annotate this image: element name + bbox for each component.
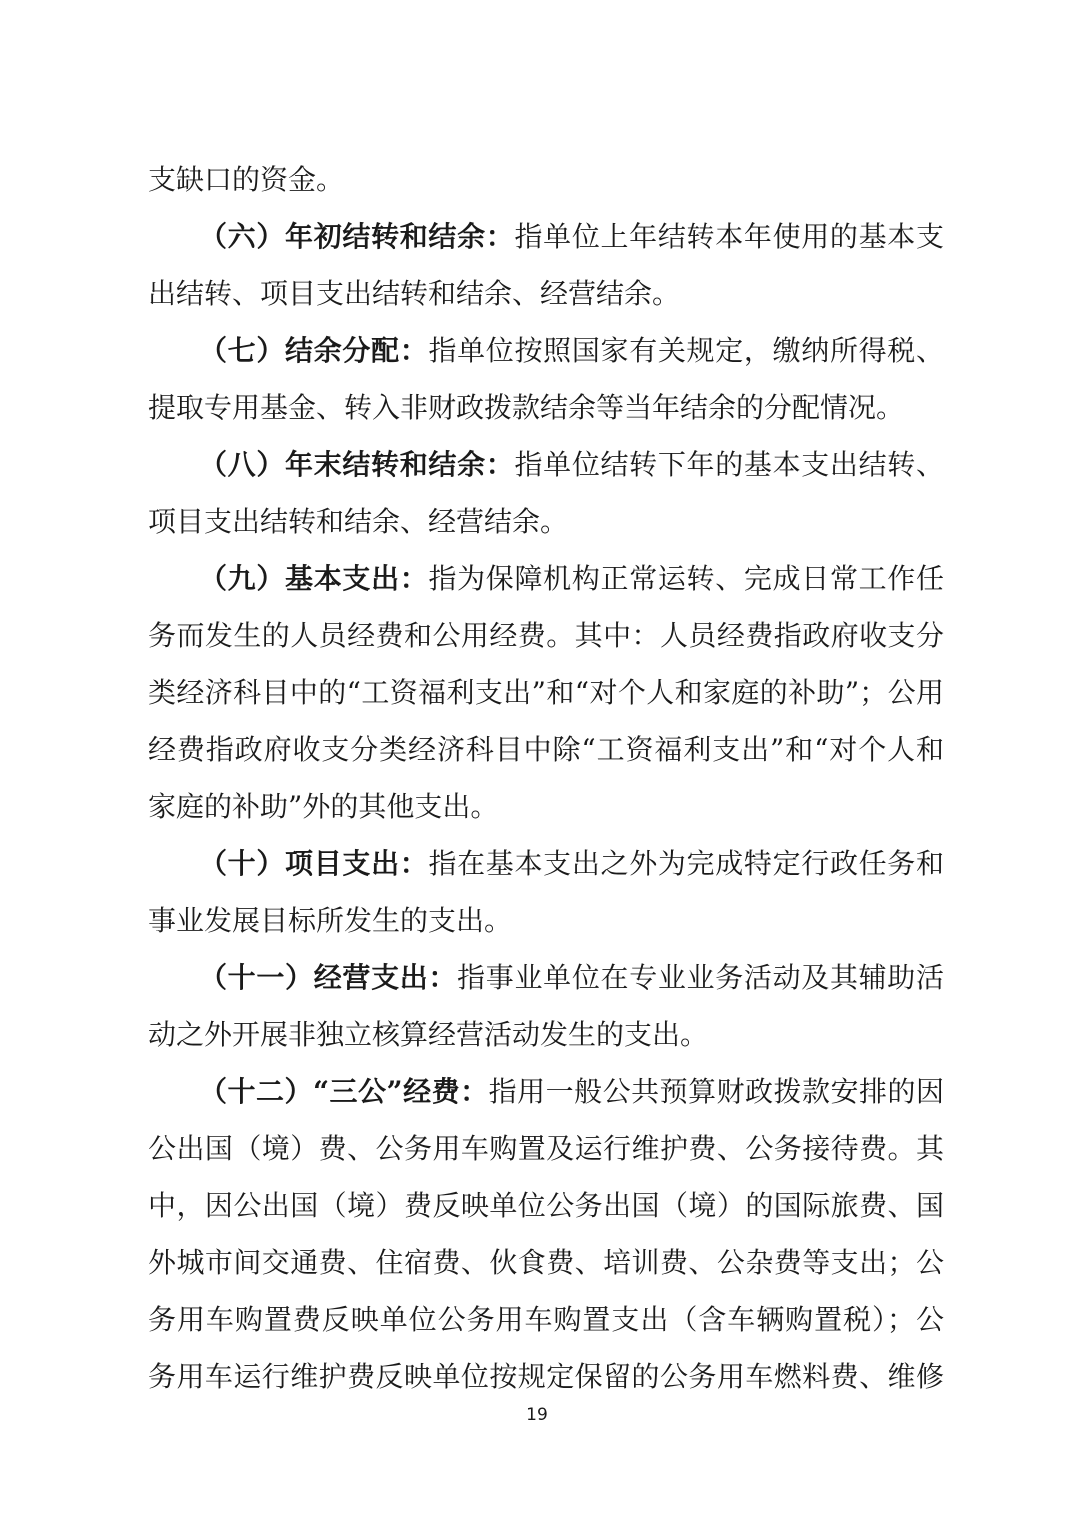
text-line (148, 151, 944, 208)
body-text: 家庭的补助”外的其他支出。 (148, 790, 499, 823)
body-text: 外城市间交通费、住宿费、伙食费、培训费、公杂费等支出；公 (148, 1246, 944, 1279)
body-text: 务用车购置费反映单位公务用车购置支出（含车辆购置税）；公 (148, 1303, 944, 1336)
body-text: 指事业单位在专业业务活动及其辅助活 (457, 961, 944, 994)
body-text: 务而发生的人员经费和公用经费。其中：人员经费指政府收支分 (148, 619, 944, 652)
text-line (148, 322, 944, 379)
text-line (148, 721, 944, 778)
paragraph (148, 835, 944, 949)
body-text: 提取专用基金、转入非财政拨款结余等当年结余的分配情况。 (148, 391, 905, 424)
body-text: 指为保障机构正常运转、完成日常工作任 (428, 562, 944, 595)
text-line (148, 1177, 944, 1234)
text-line (148, 835, 944, 892)
text-line (148, 436, 944, 493)
body-text: 指在基本支出之外为完成特定行政任务和 (428, 847, 944, 880)
body-text: 务用车运行维护费反映单位按规定保留的公务用车燃料费、维修 (148, 1360, 944, 1393)
text-line (148, 493, 944, 550)
body-text: 中，因公出国（境）费反映单位公务出国（境）的国际旅费、国 (148, 1189, 944, 1222)
body-text: 经费指政府收支分类经济科目中除“工资福利支出”和“对个人和 (148, 733, 944, 766)
term-heading: （七）结余分配： (199, 334, 429, 367)
term-heading: （十二）“三公”经费： (199, 1075, 489, 1108)
body-text: 指单位结转下年的基本支出结转、 (514, 448, 944, 481)
term-heading: （八）年末结转和结余： (199, 448, 515, 481)
text-line (148, 550, 944, 607)
term-heading: （十）项目支出： (199, 847, 429, 880)
text-line (148, 778, 944, 835)
text-line (148, 1063, 944, 1120)
text-line (148, 892, 944, 949)
body-text: 类经济科目中的“工资福利支出”和“对个人和家庭的补助”；公用 (148, 676, 944, 709)
paragraph (148, 949, 944, 1063)
body-text: 指单位上年结转本年使用的基本支 (514, 220, 944, 253)
text-line (148, 664, 944, 721)
text-line (148, 1120, 944, 1177)
text-line (148, 1234, 944, 1291)
term-heading: （九）基本支出： (199, 562, 429, 595)
text-line (148, 1006, 944, 1063)
text-line (148, 1291, 944, 1348)
body-text: 项目支出结转和结余、经营结余。 (148, 505, 569, 538)
body-text: 指单位按照国家有关规定，缴纳所得税、 (428, 334, 944, 367)
text-line (148, 1348, 944, 1405)
term-heading: （六）年初结转和结余： (199, 220, 515, 253)
body-text: 出结转、项目支出结转和结余、经营结余。 (148, 277, 681, 310)
paragraph (148, 151, 944, 208)
text-line (148, 379, 944, 436)
body-text: 支缺口的资金。 (148, 163, 345, 196)
paragraph (148, 208, 944, 322)
body-text: 公出国（境）费、公务用车购置及运行维护费、公务接待费。其 (148, 1132, 944, 1165)
body-text: 指用一般公共预算财政拨款安排的因 (488, 1075, 944, 1108)
body-text: 事业发展目标所发生的支出。 (148, 904, 513, 937)
text-line (148, 208, 944, 265)
term-heading: （十一）经营支出： (199, 961, 458, 994)
text-line (148, 265, 944, 322)
paragraph (148, 1063, 944, 1405)
paragraph (148, 322, 944, 436)
body-text: 动之外开展非独立核算经营活动发生的支出。 (148, 1018, 709, 1051)
text-line (148, 949, 944, 1006)
text-line (148, 607, 944, 664)
paragraph (148, 550, 944, 835)
document-body (148, 151, 944, 1405)
paragraph (148, 436, 944, 550)
page-number: 19 (526, 1405, 548, 1425)
